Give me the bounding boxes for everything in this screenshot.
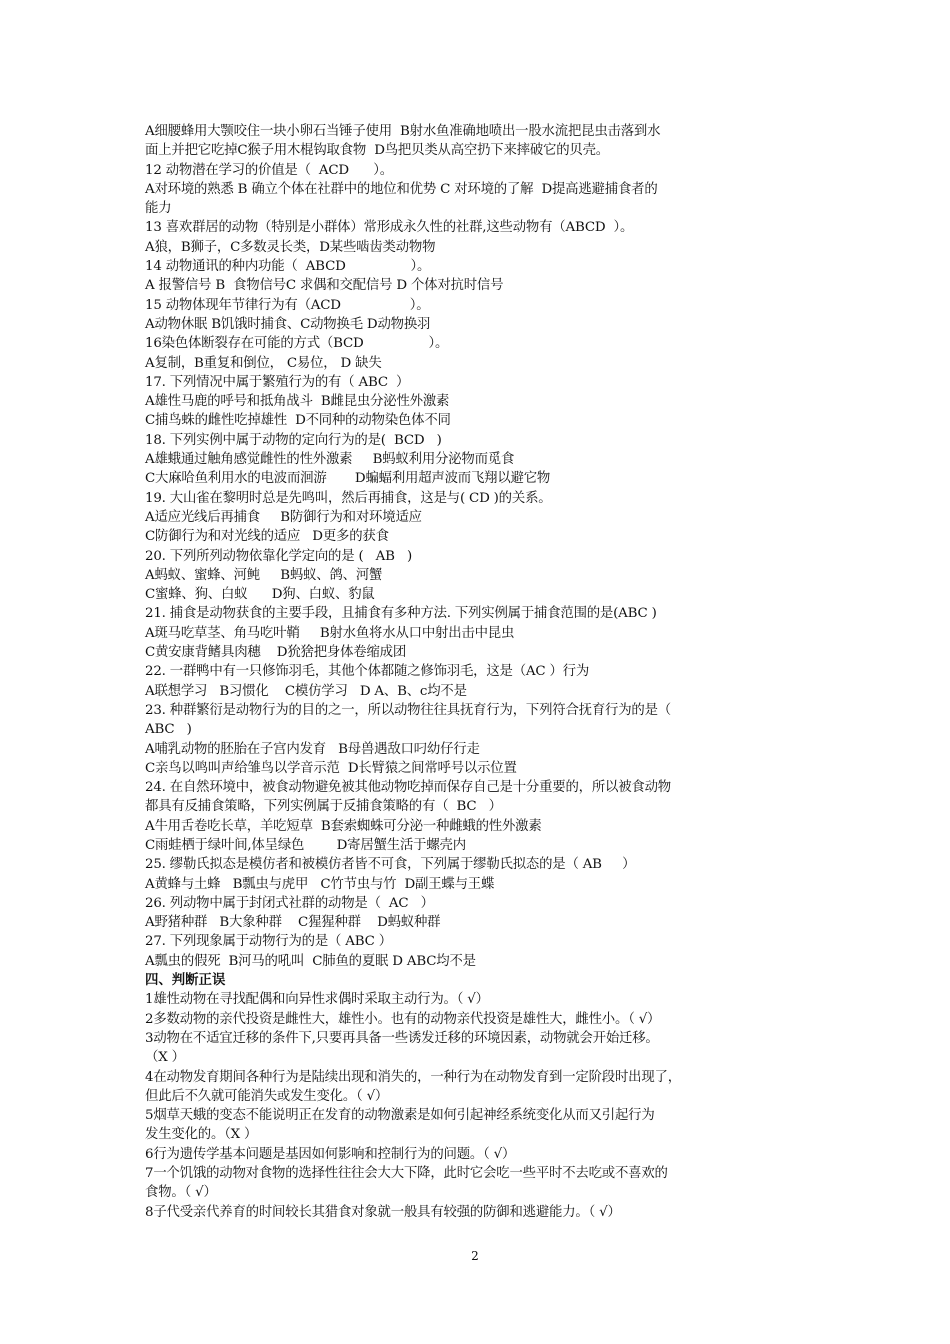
judge-line: 但此后不久就可能消失或发生变化。（ √） (145, 1088, 389, 1104)
page-number: 2 (471, 1249, 479, 1263)
text-line: A对环境的熟悉 B 确立个体在社群中的地位和优势 C 对环境的了解 D提高逃避捕食者的 (145, 181, 658, 197)
text-line: A 报警信号 B 食物信号C 求偶和交配信号 D 个体对抗时信号 (145, 278, 504, 294)
text-line: 20. 下列所列动物依靠化学定向的是 ( AB ) (145, 548, 412, 564)
multiple-choice-section (145, 122, 815, 971)
text-line: 15 动物体现年节律行为有（ACD ）。 (145, 297, 430, 313)
judge-line: 8子代受亲代养育的时间较长其猎食对象就一般具有较强的防御和逃避能力。（ √） (145, 1204, 621, 1220)
text-line: 12 动物潜在学习的价值是（ ACD ）。 (145, 162, 393, 178)
text-line: 都具有反捕食策略，下列实例属于反捕食策略的有（ BC ） (145, 799, 502, 815)
text-line: 13 喜欢群居的动物（特别是小群体）常形成永久性的社群,这些动物有（ABCD ）。 (145, 220, 634, 236)
judge-line: 2多数动物的亲代投资是雌性大，雄性小。也有的动物亲代投资是雄性大，雌性小。（ √） (145, 1011, 661, 1027)
section-heading: 四、判断正误 (145, 973, 226, 989)
judge-line: 4在动物发育期间各种行为是陆续出现和消失的，一种行为在动物发育到一定阶段时出现了， (145, 1069, 681, 1085)
text-line: A野猪种群 B大象种群 C猩猩种群 D蚂蚁种群 (145, 915, 441, 931)
text-line: 25. 缪勒氏拟态是模仿者和被模仿者皆不可食，下列属于缪勒氏拟态的是（ AB ） (145, 857, 636, 873)
text-line: A雄性马鹿的呼号和抵角战斗 B雌昆虫分泌性外激素 (145, 394, 450, 410)
text-line: C防御行为和对光线的适应 D更多的获食 (145, 529, 389, 545)
judge-line: 发生变化的。（X ） (145, 1127, 258, 1143)
text-line: 18. 下列实例中属于动物的定向行为的是( BCD ) (145, 432, 442, 448)
text-line: 17. 下列情况中属于繁殖行为的有（ ABC ） (145, 374, 410, 390)
text-line: 24. 在自然环境中，被食动物避免被其他动物吃掉而保存自己是十分重要的，所以被食动物 (145, 780, 671, 796)
text-line: A适应光线后再捕食 B防御行为和对环境适应 (145, 509, 422, 525)
document-body (145, 122, 815, 1222)
text-line: 21. 捕食是动物获食的主要手段，且捕食有多种方法. 下列实例属于捕食范围的是(ABC ) (145, 606, 657, 622)
text-line: 26. 列动物中属于封闭式社群的动物是（ AC ） (145, 895, 434, 911)
text-line: A复制，B重复和倒位， C易位， D 缺失 (145, 355, 382, 371)
text-line: A蚂蚁、蜜蜂、河鲀 B蚂蚁、鸽、河蟹 (145, 567, 383, 583)
text-line: 22. 一群鸭中有一只修饰羽毛，其他个体都随之修饰羽毛，这是（AC ）行为 (145, 664, 590, 680)
judge-line: 6行为遗传学基本问题是基因如何影响和控制行为的问题。（ √） (145, 1146, 516, 1162)
text-line: A联想学习 B习惯化 C模仿学习 D A、B、c均不是 (145, 683, 467, 699)
text-line: 能力 (145, 201, 172, 217)
judge-line: 5烟草天蛾的变态不能说明正在发育的动物激素是如何引起神经系统变化从而又引起行为 (145, 1108, 655, 1124)
text-line: C黄安康背鳍具肉穗 D狁猞把身体卷缩成团 (145, 645, 407, 661)
text-line: ABC ) (145, 722, 192, 738)
text-line: A斑马吃草茎、角马吃叶鞘 B射水鱼将水从口中射出击中昆虫 (145, 625, 515, 641)
text-line: 23. 种群繁衍是动物行为的目的之一，所以动物往往具抚育行为，下列符合抚育行为的是（ (145, 702, 671, 718)
judge-line: （X ） (145, 1050, 185, 1066)
judge-line: 7一个饥饿的动物对食物的选择性往往会大大下降，此时它会吃一些平时不去吃或不喜欢的 (145, 1166, 668, 1182)
text-line: A雄蛾通过触角感觉雌性的性外激素 B蚂蚁利用分泌物而觅食 (145, 452, 515, 468)
judge-line: 1雄性动物在寻找配偶和向异性求偶时采取主动行为。（ √） (145, 992, 489, 1008)
text-line: C捕鸟蛛的雌性吃掉雄性 D不同种的动物染色体不同 (145, 413, 451, 429)
text-line: C亲鸟以鸣叫声给雏鸟以学音示范 D长臂猿之间常呼号以示位置 (145, 760, 517, 776)
text-line: A黄蜂与土蜂 B瓢虫与虎甲 C竹节虫与竹 D副王蝶与王蝶 (145, 876, 495, 892)
text-line: A牛用舌卷吃长草，羊吃短草 B套索蜘蛛可分泌一种雌蛾的性外激素 (145, 818, 542, 834)
text-line: A瓢虫的假死 B河马的吼叫 C肺鱼的夏眠 D ABC均不是 (145, 953, 476, 969)
judge-line: 3动物在不适宜迁移的条件下,只要再具备一些诱发迁移的环境因素，动物就会开始迁移。 (145, 1030, 659, 1046)
text-line: 16染色体断裂存在可能的方式（BCD ）。 (145, 336, 449, 352)
true-false-section (145, 990, 815, 1222)
text-line: 面上并把它吃掉C猴子用木棍钩取食物 D鸟把贝类从高空扔下来摔破它的贝壳。 (145, 143, 609, 159)
text-line: C大麻哈鱼利用水的电波而洄游 D蝙蝠利用超声波而飞翔以避它物 (145, 471, 551, 487)
text-line: C雨蛙栖于绿叶间,体呈绿色 D寄居蟹生活于螺壳内 (145, 837, 466, 853)
text-line: 14 动物通讯的种内功能（ ABCD ）。 (145, 259, 431, 275)
text-line: A狼，B狮子，C多数灵长类，D某些啮齿类动物物 (145, 239, 436, 255)
text-line: 19. 大山雀在黎明时总是先鸣叫，然后再捕食，这是与( CD )的关系。 (145, 490, 552, 506)
judge-line: 食物。（ √） (145, 1185, 217, 1201)
text-line: A哺乳动物的胚胎在子宫内发育 B母兽遇敌口叼幼仔行走 (145, 741, 480, 757)
text-line: A动物休眠 B饥饿时捕食、C动物换毛 D动物换羽 (145, 316, 431, 332)
text-line: C蜜蜂、狗、白蚁 D狗、白蚁、豹鼠 (145, 587, 375, 603)
text-line: A细腰蜂用大颚咬住一块小卵石当锤子使用 B射水鱼准确地喷出一股水流把昆虫击落到水 (145, 124, 661, 139)
text-line: 27. 下列现象属于动物行为的是（ ABC ） (145, 934, 392, 950)
